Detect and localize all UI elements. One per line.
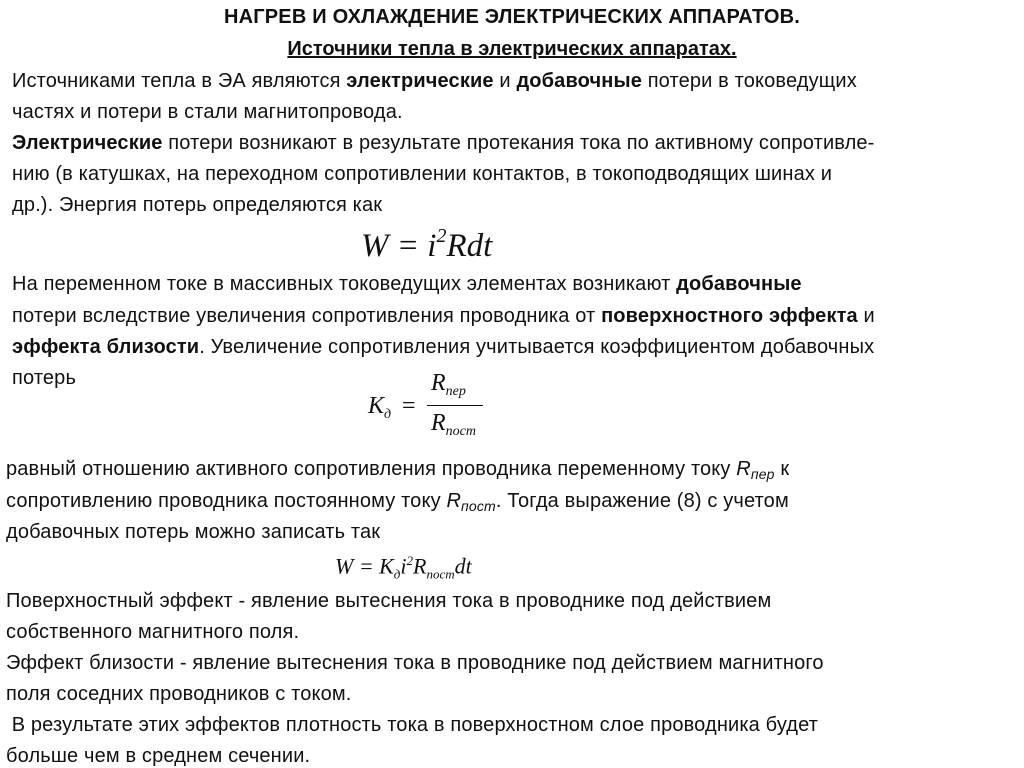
text-run: потери вследствие увеличения сопротивления проводника от bbox=[12, 305, 602, 327]
para3-line4: потерь bbox=[12, 367, 77, 389]
text-run: . Увеличение сопротивления учитывается коэффициентом добавочных bbox=[199, 336, 875, 358]
formula-energy bbox=[361, 225, 492, 265]
para5-line1: Поверхностный эффект - явление вытеснения тока в проводнике под действием bbox=[6, 590, 772, 612]
formula-subscript: д bbox=[393, 566, 401, 582]
bold-term: добавочные bbox=[516, 70, 642, 92]
para1-line1 bbox=[12, 70, 857, 93]
bold-term: электрические bbox=[346, 70, 494, 92]
fraction-bar bbox=[427, 405, 483, 406]
para6-line2: поля соседних проводников с током. bbox=[6, 683, 352, 705]
formula-part: K bbox=[368, 393, 385, 419]
bold-term: Электрические bbox=[12, 132, 163, 154]
text-run: потери возникают в результате протекания тока по активному сопротивле- bbox=[162, 132, 875, 154]
formula-exponent: 2 bbox=[436, 225, 447, 247]
formula-numerator bbox=[431, 370, 466, 400]
formula-part: Rdt bbox=[446, 228, 493, 264]
formula-part: i bbox=[400, 553, 407, 579]
para7-line2: больше чем в среднем сечении. bbox=[6, 745, 311, 767]
formula-coefficient-k bbox=[368, 393, 391, 423]
para3-line2 bbox=[12, 305, 875, 328]
text-run: и bbox=[857, 305, 875, 327]
para1-line2: частях и потери в стали магнитопровода. bbox=[12, 101, 403, 123]
text-run: . Тогда выражение (8) с учетом bbox=[495, 490, 789, 512]
formula-part: W = i bbox=[361, 228, 437, 264]
symbol-subscript: пер bbox=[750, 466, 775, 482]
para5-line2: собственного магнитного поля. bbox=[6, 621, 300, 643]
formula-equals: = bbox=[402, 393, 416, 419]
formula-subscript: пер bbox=[445, 384, 466, 399]
bold-term: поверхностного эффекта bbox=[601, 305, 858, 327]
para7-line1: В результате этих эффектов плотность тока в поверхностном слое проводника будет bbox=[6, 714, 819, 736]
text-run: потери в токоведущих bbox=[642, 70, 857, 92]
bold-term: добавочные bbox=[676, 273, 802, 295]
formula-part: R bbox=[431, 370, 446, 396]
text-run: и bbox=[493, 70, 517, 92]
para4-line3: добавочных потерь можно записать так bbox=[6, 521, 381, 543]
formula-exponent: 2 bbox=[406, 553, 413, 568]
para6-line1: Эффект близости - явление вытеснения тока в проводнике под действием магнитного bbox=[6, 652, 824, 674]
section-subtitle: Источники тепла в электрических аппаратах. bbox=[287, 38, 737, 60]
para4-line2 bbox=[6, 490, 789, 514]
formula-part: W = К bbox=[335, 553, 394, 579]
text-run: Источниками тепла в ЭА являются bbox=[12, 70, 347, 92]
para4-line1 bbox=[6, 458, 789, 482]
para3-line1 bbox=[12, 273, 802, 296]
text-run: к bbox=[774, 458, 790, 480]
symbol-subscript: пост bbox=[461, 498, 496, 514]
formula-subscript: пост bbox=[426, 566, 455, 582]
formula-part: R bbox=[412, 553, 427, 579]
formula-part: dt bbox=[454, 553, 472, 579]
formula-subscript: д bbox=[384, 407, 392, 422]
symbol-r: R bbox=[736, 458, 751, 480]
symbol-r: R bbox=[446, 490, 462, 512]
formula-denominator bbox=[431, 410, 476, 440]
para2-line1 bbox=[12, 132, 875, 155]
para2-line3: др.). Энергия потерь определяются как bbox=[12, 194, 383, 216]
para2-line2: нию (в катушках, на переходном сопротивлении контактов, в токоподводящих шинах и bbox=[12, 163, 833, 185]
bold-term: эффекта близости bbox=[12, 336, 200, 358]
formula-energy-additional bbox=[335, 553, 472, 583]
formula-part: R bbox=[431, 410, 446, 436]
text-run: сопротивлению проводника постоянному току bbox=[6, 490, 447, 512]
text-run: равный отношению активного сопротивления проводника переменному току bbox=[6, 458, 737, 480]
para3-line3 bbox=[12, 336, 874, 359]
text-run: На переменном токе в массивных токоведущих элементах возникают bbox=[12, 273, 677, 295]
formula-subscript: пост bbox=[445, 424, 476, 439]
page-title: НАГРЕВ И ОХЛАЖДЕНИЕ ЭЛЕКТРИЧЕСКИХ АППАРАТОВ. bbox=[223, 6, 801, 28]
